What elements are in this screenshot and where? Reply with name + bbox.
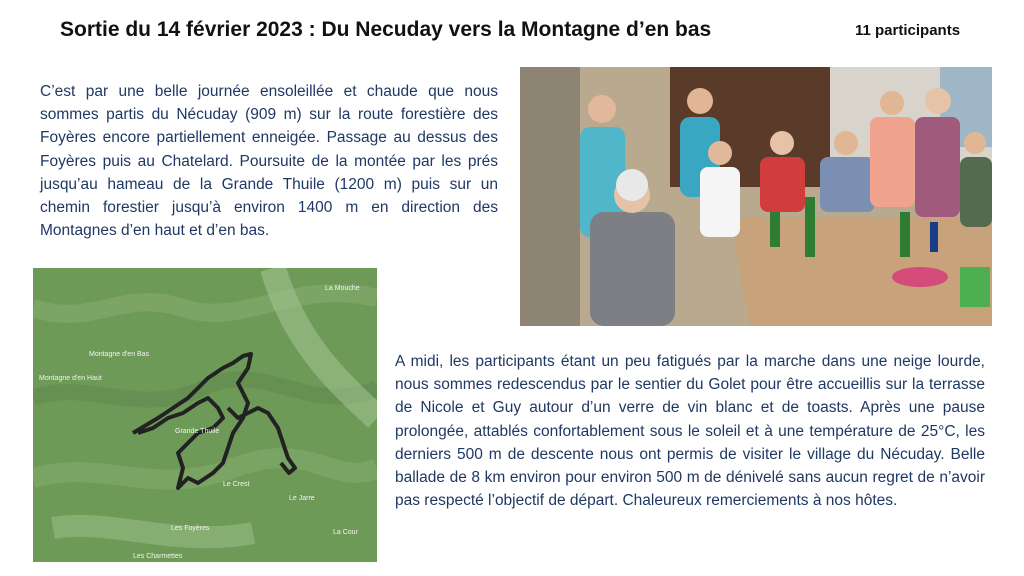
map-label-les-charmettes: Les Charmettes: [133, 553, 183, 560]
map-label-les-foyeres: Les Foyères: [171, 525, 210, 532]
afternoon-paragraph: A midi, les participants étant un peu fatigués par la marche dans une neige lourde, nous sommes redescendus par le sentier du Golet pour être accueillis sur la terrasse de Nicole et Guy autour d’un verre de vin blanc et de toasts. Après une pause prolongée, attablés confortablement sous le soleil et à une température de 25°C, les derniers 500 m de descente nous ont permis de visiter le village du Nécuday. Belle ballade de 8 km environ pour environ 500 m de dénivelé sans aucun regret de n’avoir pas respecté l’objectif de départ. Chaleureux remerciements à nos hôtes.: [395, 353, 985, 510]
map-label-le-jarre: Le Jarre: [289, 495, 315, 502]
page-title: Sortie du 14 février 2023 : Du Necuday vers la Montagne d’en bas: [60, 18, 712, 41]
route-map-illustration: [33, 268, 377, 562]
map-label-montagne-en-bas: Montagne d'en Bas: [89, 351, 150, 358]
participants-count: 11 participants: [855, 22, 961, 39]
map-label-la-cour: La Cour: [333, 529, 358, 536]
terrace-group-illustration: [520, 67, 992, 326]
map-label-grande-thuile: Grande Thuile: [175, 428, 220, 435]
map-label-le-crest: Le Crest: [223, 481, 250, 488]
map-label-la-mouche: La Mouche: [325, 285, 360, 292]
route-map: [33, 268, 377, 562]
group-photo: [520, 67, 992, 326]
intro-paragraph: C’est par une belle journée ensoleillée et chaude que nous sommes partis du Nécuday (909 m) sur la route forestière des Foyères encore partiellement enneigée. Passage au dessus des Foyères puis au Chatelard. Poursuite de la montée par les prés jusqu’au hameau de la Grande Thuile (1200 m) puis sur un chemin forestier jusqu’à environ 1400 m en direction des Montagnes d’en haut et d’en bas.: [40, 83, 498, 240]
map-label-montagne-en-haut: Montagne d'en Haut: [39, 375, 102, 382]
